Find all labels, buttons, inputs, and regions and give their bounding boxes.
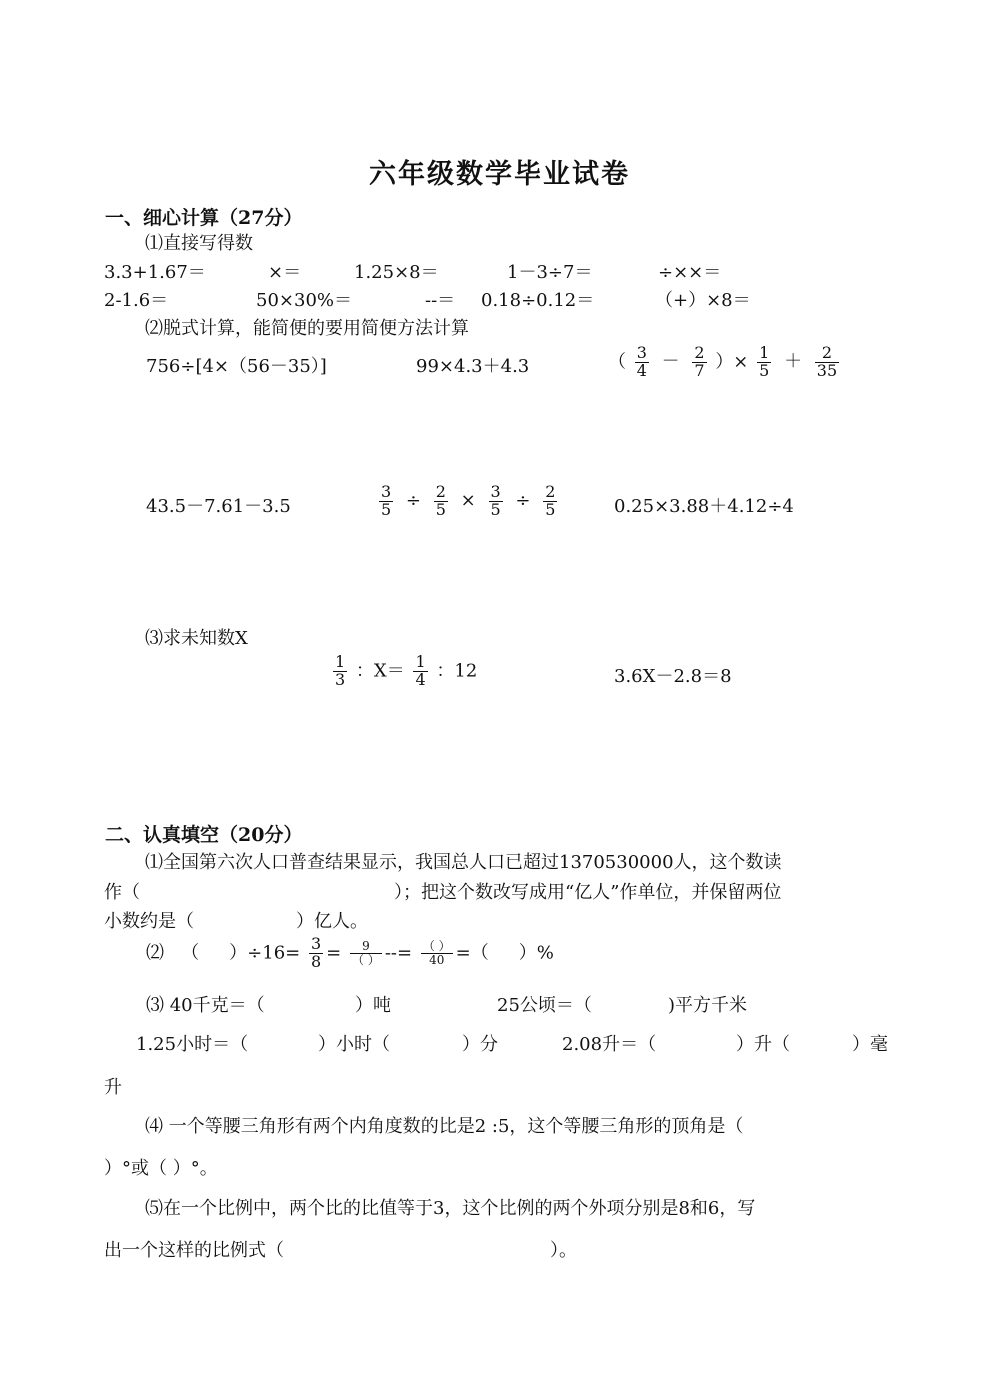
q3-line2-2: ）小时（ <box>318 1034 390 1055</box>
mental-calc-9: 0.18÷0.12＝ <box>481 290 595 311</box>
mental-calc-3: 1.25×8＝ <box>354 262 439 283</box>
page-title: 六年级数学毕业试卷 <box>369 159 630 190</box>
q5-line-2b: ）。 <box>550 1240 577 1261</box>
mental-calc-2: ×＝ <box>268 262 302 283</box>
mental-calc-5: ÷××＝ <box>658 262 722 283</box>
q1-line-3a: 小数约是（ <box>104 911 194 932</box>
mental-calc-1: 3.3+1.67＝ <box>104 262 206 283</box>
equation-1: $\frac{1}{3}$ ：X＝ $\frac{1}{4}$ ：12 <box>335 652 478 689</box>
q5-line-1: ⑸在一个比例中，两个比的比值等于3，这个比例的两个外项分别是8和6，写 <box>145 1198 756 1219</box>
mental-calc-7: 50×30%＝ <box>256 290 352 311</box>
part-1-label: ⑴直接写得数 <box>145 233 253 254</box>
q3-line2-1: 1.25小时＝（ <box>136 1034 249 1055</box>
q1-line-2b: ）；把这个数改写成用“亿人”作单位，并保留两位 <box>394 882 782 903</box>
q5-line-2a: 出一个这样的比例式（ <box>104 1240 284 1261</box>
q3-part-b: ）吨 <box>355 995 391 1016</box>
q1-line-1: ⑴全国第六次人口普查结果显示，我国总人口已超过1370530000人，这个数读 <box>145 852 782 873</box>
q1-line-2a: 作（ <box>104 882 140 903</box>
mental-calc-8: --＝ <box>425 290 456 311</box>
q3-line2-4: 2.08升＝（ <box>562 1034 657 1055</box>
calc-expr-1: 756÷[4×（56－35）] <box>146 356 327 377</box>
mental-calc-6: 2-1.6＝ <box>104 290 169 311</box>
q2-expression: ⑵ （ ）÷16= $\frac{3}{8}$ = $\frac{9}{( )}$ --= $\frac{( )}{40}$ =（ ）% <box>146 934 554 971</box>
equation-2: 3.6X－2.8＝8 <box>614 666 732 687</box>
mental-calc-4: 1－3÷7＝ <box>507 262 593 283</box>
calc-expr-6: 0.25×3.88＋4.12÷4 <box>614 496 794 517</box>
q3-line2-3: ）分 <box>462 1034 498 1055</box>
q3-part-d: )平方千米 <box>668 995 748 1016</box>
calc-expr-2: 99×4.3＋4.3 <box>416 356 530 377</box>
q3-part-c: 25公顷＝（ <box>497 995 592 1016</box>
section-2-heading: 二、认真填空（20分） <box>105 824 303 846</box>
section-1-heading: 一、细心计算（27分） <box>105 207 303 229</box>
calc-expr-5: $\frac{3}{5}$ ÷ $\frac{2}{5}$ × $\frac{3}{5}$ ÷ $\frac{2}{5}$ <box>381 482 556 519</box>
q4-line-2: ）°或（ ）°。 <box>104 1158 218 1179</box>
q3-line-3: 升 <box>104 1077 122 1098</box>
part-3-label: ⑶求未知数X <box>145 628 248 649</box>
q1-line-3b: ）亿人。 <box>296 911 368 932</box>
calc-expr-4: 43.5－7.61－3.5 <box>146 496 291 517</box>
q3-line2-5: ）升（ <box>736 1034 790 1055</box>
q4-line-1: ⑷ 一个等腰三角形有两个内角度数的比是2 :5，这个等腰三角形的顶角是（ <box>145 1116 744 1137</box>
part-2-label: ⑵脱式计算，能简便的要用简便方法计算 <box>145 318 469 339</box>
q3-part-a: ⑶ 40千克＝（ <box>146 995 265 1016</box>
calc-expr-3: （ $\frac{3}{4}$ － $\frac{2}{7}$ ）× $\frac{1}{5}$ ＋ $\frac{2}{35}$ <box>608 343 838 380</box>
mental-calc-10: （+）×8＝ <box>655 290 751 311</box>
q3-line2-6: ）毫 <box>852 1034 888 1055</box>
